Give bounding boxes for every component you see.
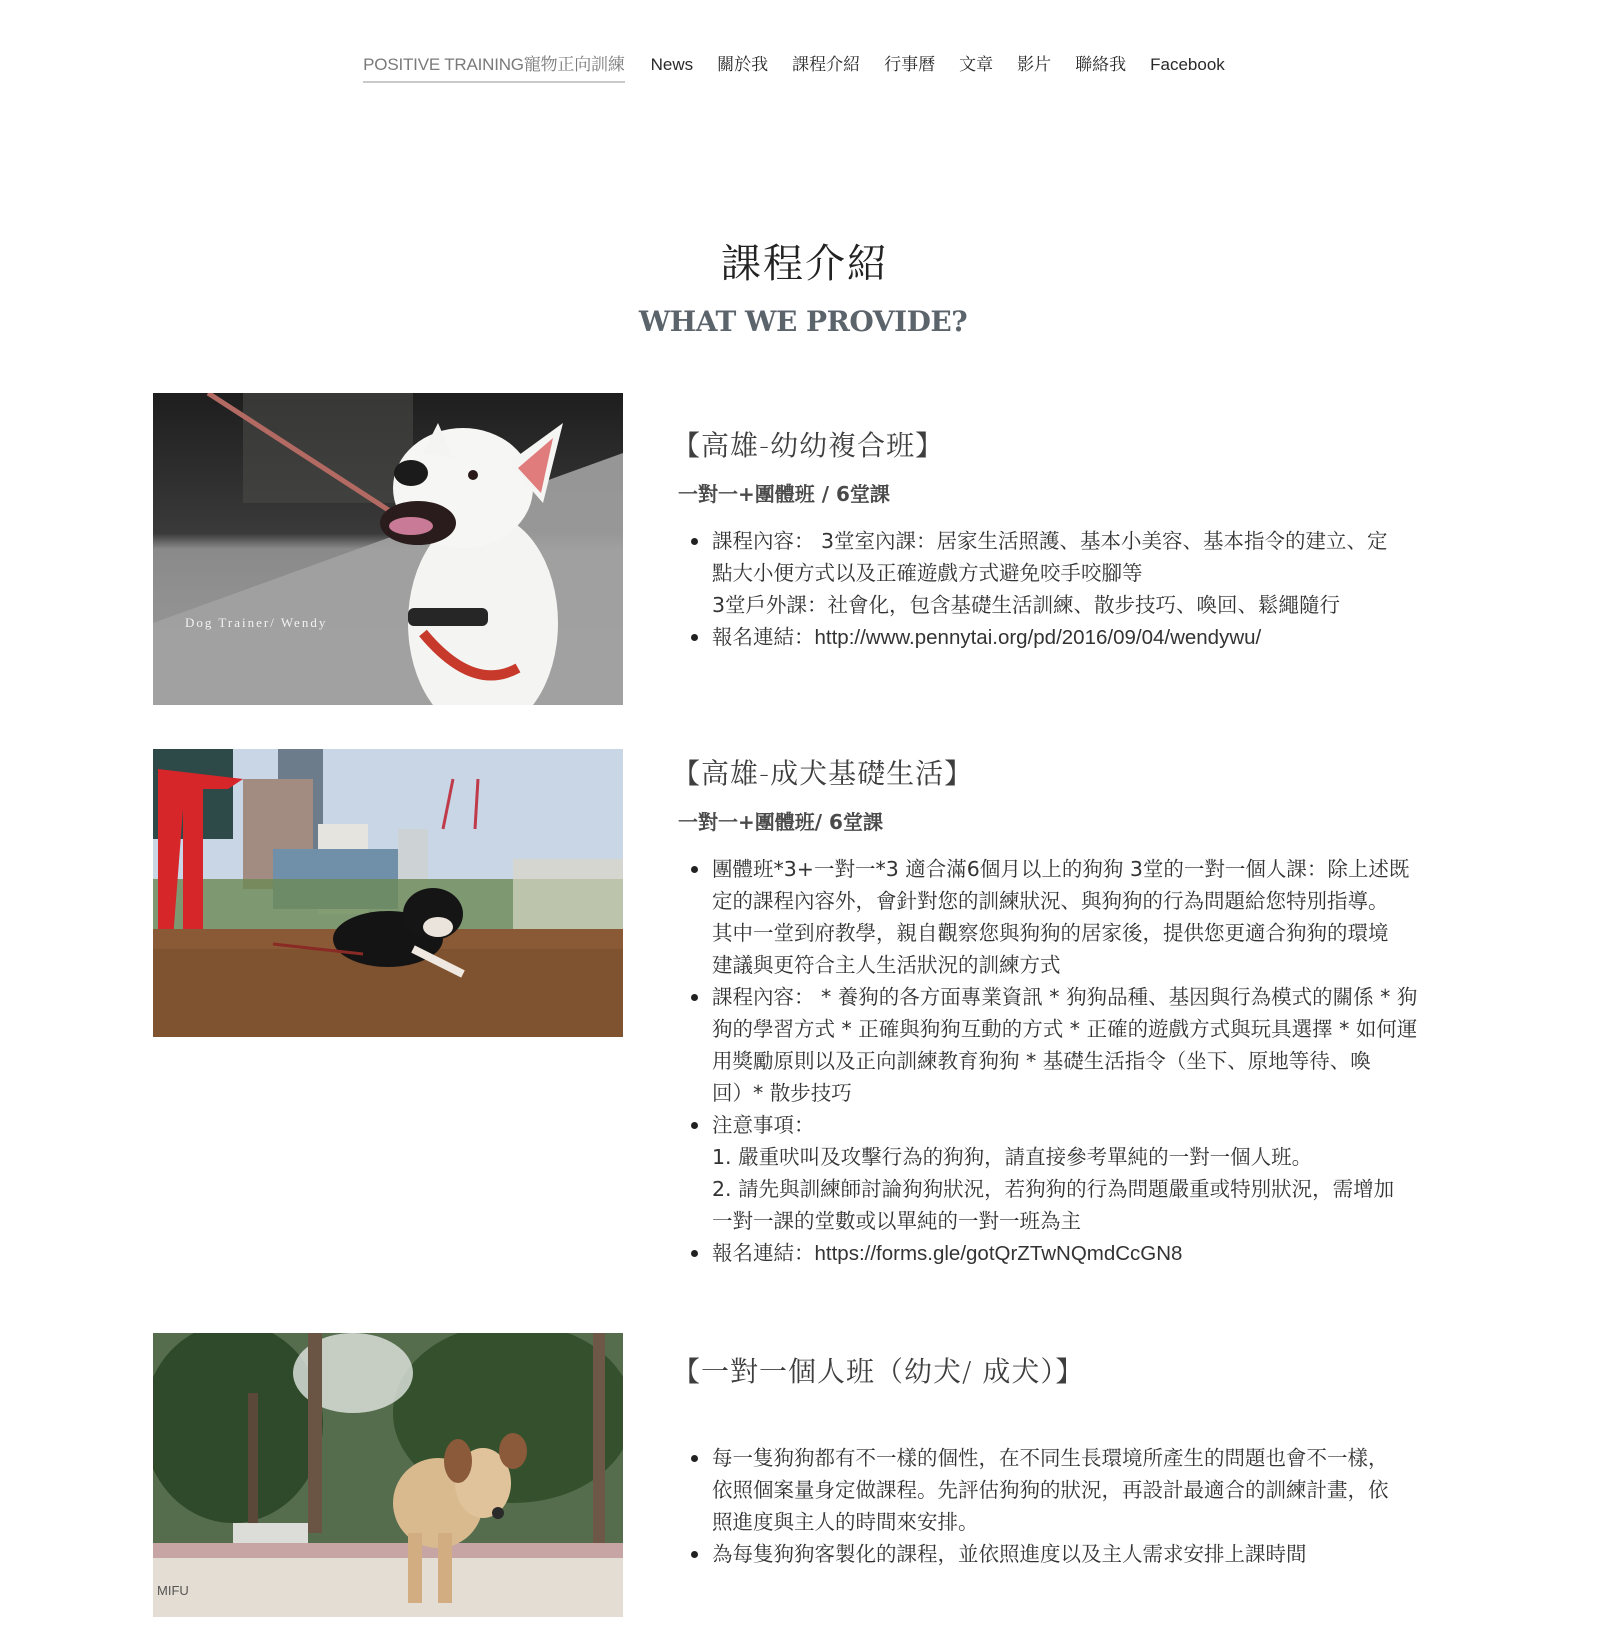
course-title: 【一對一個人班（幼犬/ 成犬）】 [672,1355,1085,1388]
list-item: 為每隻狗狗客製化的課程，並依照進度以及主人需求安排上課時間 [712,1538,1458,1570]
course-subtitle: 一對一+團體班/ 6堂課 [678,810,883,834]
nav-item-facebook[interactable]: Facebook [1150,55,1225,74]
nav-item-courses[interactable]: 課程介紹 [792,55,861,74]
nav-item-articles[interactable]: 文章 [959,55,994,74]
nav-item-contact[interactable]: 聯絡我 [1075,55,1127,74]
course-1 [672,424,1458,654]
course-2-photo [153,749,623,1037]
nav-item-videos[interactable]: 影片 [1017,55,1052,74]
nav-item-news[interactable]: News [650,55,694,74]
course-3 [672,1350,1458,1570]
list-item: 每一隻狗狗都有不一樣的個性，在不同生長環境所產生的問題也會不一樣， 依照個案量身定做課程。先評估狗狗的狀況，再設計最適合的訓練計畫，依 照進度與主人的時間來安排。 [712,1442,1458,1538]
course-3-photo [153,1333,623,1617]
course-2 [672,752,1458,1270]
list-item [712,621,1458,654]
list-item [712,1237,1458,1270]
nav-item-about[interactable]: 關於我 [717,55,769,74]
course-bullet-list [678,525,1458,654]
photo-caption: Dog Trainer/ Wendy [185,615,328,630]
signup-link[interactable]: https://forms.gle/gotQrZTwNQmdCcGN8 [814,1242,1183,1265]
nav-item-calendar[interactable]: 行事曆 [884,55,936,74]
list-item: 注意事項： 1. 嚴重吠叫及攻擊行為的狗狗，請直接參考單純的一對一個人班。 2. 請先與訓練師討論狗狗狀況，若狗狗的行為問題嚴重或特別狀況，需增加 一對一課的堂數或以單純的一對一班為主 [712,1109,1458,1237]
course-title: 【高雄-成犬基礎生活】 [672,757,974,790]
course-bullet-list [678,1442,1458,1570]
course-bullet-list [678,853,1458,1270]
course-title: 【高雄-幼幼複合班】 [672,429,945,462]
course-1-photo [153,393,623,705]
page-subtitle: WHAT WE PROVIDE? [638,305,968,338]
signup-label: 報名連結： [712,625,815,649]
photo-caption: MIFU [157,1583,189,1598]
list-item: 課程內容： 3堂室內課：居家生活照護、基本小美容、基本指令的建立、定 點大小便方式以及正確遊戲方式避免咬手咬腳等 3堂戶外課：社會化，包含基礎生活訓練、散步技巧、喚回、鬆繩隨行 [712,525,1458,621]
signup-link[interactable]: http://www.pennytai.org/pd/2016/09/04/wendywu/ [814,626,1262,649]
nav-brand-link[interactable]: POSITIVE TRAINING寵物正向訓練 [363,52,636,78]
top-nav [0,52,1600,78]
list-item: 團體班*3+一對一*3 適合滿6個月以上的狗狗 3堂的一對一個人課：除上述既 定的課程內容外，會針對您的訓練狀況、與狗狗的行為問題給您特別指導。 其中一堂到府教學，親自觀察您與狗狗的居家後，提供您更適合狗狗的環境 建議與更符合主人生活狀況的訓練方式 [712,853,1458,981]
signup-label: 報名連結： [712,1241,815,1265]
course-subtitle: 一對一+團體班 / 6堂課 [678,482,890,506]
page-title: 課程介紹 [721,241,889,287]
list-item: 課程內容： * 養狗的各方面專業資訊 * 狗狗品種、基因與行為模式的關係 * 狗 狗的學習方式 * 正確與狗狗互動的方式 * 正確的遊戲方式與玩具選擇 * 如何運 用獎勵原則以及正向訓練教育狗狗 * 基礎生活指令（坐下、原地等待、喚 回）* 散步技巧 [712,981,1458,1109]
